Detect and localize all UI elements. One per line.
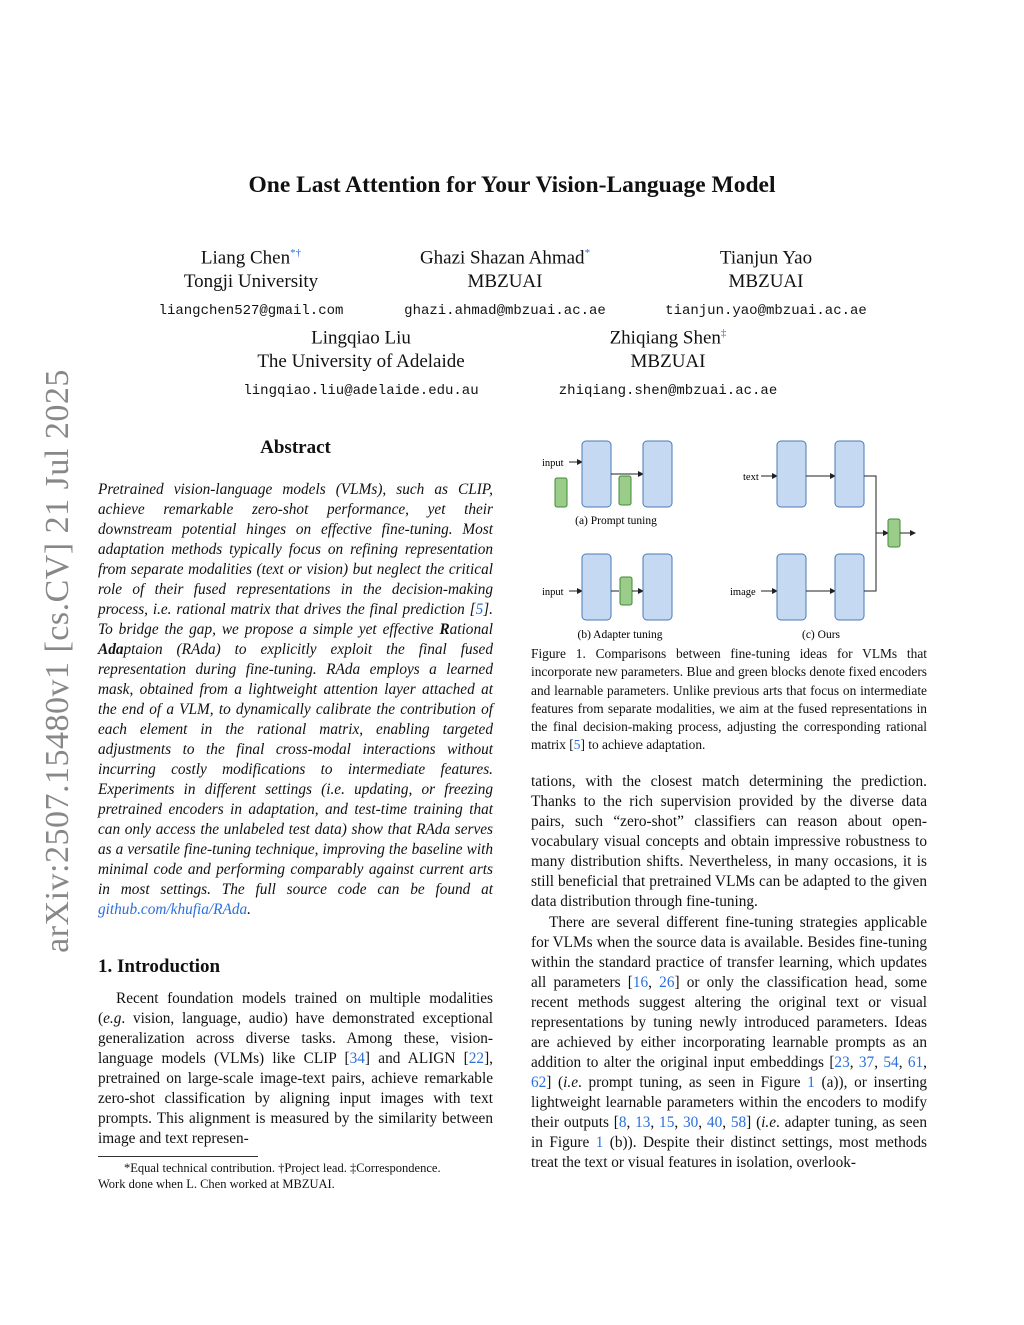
author-marks: *† <box>290 247 302 259</box>
author-email[interactable]: liangchen527@gmail.com <box>158 303 344 320</box>
author-name: Zhiqiang Shen <box>609 327 721 349</box>
footnote-line: Work done when L. Chen worked at MBZUAI. <box>98 1177 335 1191</box>
source-code-link[interactable]: github.com/khufia/RAda <box>98 901 248 918</box>
frozen-image-encoder-block <box>777 554 806 620</box>
figure-1-caption: Figure 1. Comparisons between fine-tuning ideas for VLMs that incorporate new parameters. Blue and green blocks denote fixed encoders and learnable parameters. Unlike previous arts that focus on intermediate features from separate modalities, we aim at the fused representations in the final decision-making process, adjusting the corresponding rational matrix [5] to achieve adaptation. <box>531 646 927 753</box>
author-name: Lingqiao Liu <box>311 327 411 349</box>
frozen-encoder-block <box>582 441 611 507</box>
author-affiliation: The University of Adelaide <box>257 351 465 373</box>
label-text-c: text <box>743 472 759 483</box>
right-column-text <box>531 772 927 1173</box>
author-name: Liang Chen <box>200 247 291 269</box>
citation-link[interactable]: 16 <box>632 974 649 991</box>
caption-b: (b) Adapter tuning <box>577 629 663 641</box>
citation-link[interactable]: 62 <box>531 1074 547 1091</box>
abstract-body: Pretrained vision-language models (VLMs), such as CLIP, achieve remarkable zero-shot performance, yet their downstream potential hinges on effective fine-tuning. Most adaptation methods typically focus on refining representation from separate modalities (text or vision) but neglect the critical role of their fused representations in the decision-making process, i.e. rational matrix that drives the final prediction [5]. To bridge the gap, we propose a simple yet effective Rational Adaptaion (RAda) to explicitly exploit the final fused representation during fine-tuning. RAda employs a learned mask, obtained from a lightweight attention layer attached at the end of a VLM, to dynamically calibrate the contribution of each element in the rational matrix, enabling targeted adjustments to the final cross-modal interactions without incurring costly modifications to intermediate features. Experiments in different settings (i.e. updating, or freezing pretrained encoders in adaptation, and test-time training that can only access the unlabeled test data) show that RAda serves as a versatile fine-tuning technique, improving the baseline with minimal code and performing comparably against current arts in most settings. The full source code can be found at github.com/khufia/RAda. <box>98 481 493 918</box>
fusion-connector <box>864 476 876 591</box>
citation-link[interactable]: 13 <box>635 1114 651 1131</box>
footnote-rule <box>98 1156 258 1157</box>
learnable-attention-block <box>888 519 900 547</box>
author-block <box>650 241 882 323</box>
figure-1-diagram <box>531 430 927 645</box>
author-email[interactable]: tianjun.yao@mbzuai.ac.ae <box>665 303 867 320</box>
citation-link[interactable]: 1 <box>595 1134 604 1151</box>
frozen-encoder-block <box>643 554 672 620</box>
citation-link[interactable]: 61 <box>907 1054 924 1071</box>
paper-title: One Last Attention for Your Vision-Language Model <box>248 172 776 198</box>
citation-link[interactable]: 5 <box>475 601 484 618</box>
abstract-heading: Abstract <box>260 437 331 458</box>
caption-a: (a) Prompt tuning <box>575 515 657 527</box>
author-name: Ghazi Shazan Ahmad <box>419 247 585 269</box>
frozen-text-encoder-block <box>835 441 864 507</box>
footnote <box>98 1160 493 1192</box>
citation-link[interactable]: 58 <box>730 1114 747 1131</box>
author-block <box>226 321 496 403</box>
footnote-line: *Equal technical contribution. †Project lead. ‡Correspondence. <box>124 1161 441 1175</box>
caption-c: (c) Ours <box>802 629 840 641</box>
learnable-prompt-block <box>619 476 631 505</box>
intro-paragraph: Recent foundation models trained on multiple modalities (e.g. vision, language, audio) have demonstrated exceptional generalization across diverse tasks. Among these, vision-language models (VLMs) like CLIP [34] and ALIGN [22], pretrained on large-scale image-text pairs, achieve remarkable zero-shot classification by aligning input images with text prompts. This alignment is measured by the similarity between image and text represen- <box>98 990 493 1147</box>
intro-heading: 1. Introduction <box>98 956 221 977</box>
author-marks: ‡ <box>720 327 727 339</box>
author-name: Tianjun Yao <box>719 247 813 269</box>
author-affiliation: MBZUAI <box>728 271 804 293</box>
author-email[interactable]: zhiqiang.shen@mbzuai.ac.ae <box>558 383 778 400</box>
author-marks: * <box>584 247 591 259</box>
author-email[interactable]: ghazi.ahmad@mbzuai.ac.ae <box>404 303 606 320</box>
author-block <box>540 321 796 403</box>
citation-link[interactable]: 8 <box>618 1114 627 1131</box>
citation-link[interactable]: 30 <box>682 1114 699 1131</box>
author-affiliation: MBZUAI <box>630 351 706 373</box>
frozen-text-encoder-block <box>777 441 806 507</box>
citation-link[interactable]: 1 <box>807 1074 815 1091</box>
citation-link[interactable]: 34 <box>349 1050 365 1067</box>
author-affiliation: Tongji University <box>183 271 319 293</box>
learnable-prompt-block <box>555 478 567 507</box>
paragraph: tations, with the closest match determining the prediction. Thanks to the rich supervision provided by the diverse data pairs, such “zero-shot” classifiers can reason about open-vocabulary visual concepts and obtain impressive robustness to many distribution shifts. Nevertheless, in many occasions, it is still beneficial that pretrained VLMs can be adapted to the given data distribution through fine-tuning. <box>531 773 927 910</box>
author-block <box>385 241 625 323</box>
paragraph: There are several different fine-tuning strategies applicable for VLMs when the source data is available. Besides fine-tuning within the standard practice of transfer learning, which updates all parameters [16, 26] or only the classification head, some recent methods suggest altering the original text or visual representations by tuning newly introduced parameters. Ideas are achieved by either incorporating learnable prompts as an addition to alter the original input embeddings [23, 37, 54, 61, 62] (i.e. prompt tuning, as seen in Figure 1 (a)), or inserting lightweight learnable parameters within the encoders to modify their outputs [8, 13, 15, 30, 40, 58] (i.e. adapter tuning, as seen in Figure 1 (b)). Despite their distinct settings, most methods treat the text or visual features in isolation, overlook- <box>531 914 927 1171</box>
citation-link[interactable]: 40 <box>706 1114 723 1131</box>
label-image-c: image <box>730 587 756 598</box>
author-block <box>148 241 354 323</box>
author-email[interactable]: lingqiao.liu@adelaide.edu.au <box>243 383 479 400</box>
label-input-b: input <box>542 587 564 598</box>
citation-link[interactable]: 54 <box>883 1054 899 1071</box>
learnable-adapter-block <box>620 577 632 605</box>
citation-link[interactable]: 37 <box>858 1054 875 1071</box>
arxiv-side-stamp <box>38 369 78 953</box>
author-affiliation: MBZUAI <box>467 271 543 293</box>
frozen-encoder-block <box>582 554 611 620</box>
frozen-image-encoder-block <box>835 554 864 620</box>
citation-link[interactable]: 5 <box>573 737 581 753</box>
frozen-encoder-block <box>643 441 672 507</box>
label-input-a: input <box>542 458 564 469</box>
citation-link[interactable]: 26 <box>659 974 675 991</box>
citation-link[interactable]: 15 <box>659 1114 675 1131</box>
arxiv-id: arXiv:2507.15480v1 [cs.CV] 21 Jul 2025 <box>39 369 76 953</box>
citation-link[interactable]: 23 <box>834 1054 850 1071</box>
citation-link[interactable]: 22 <box>468 1050 485 1067</box>
